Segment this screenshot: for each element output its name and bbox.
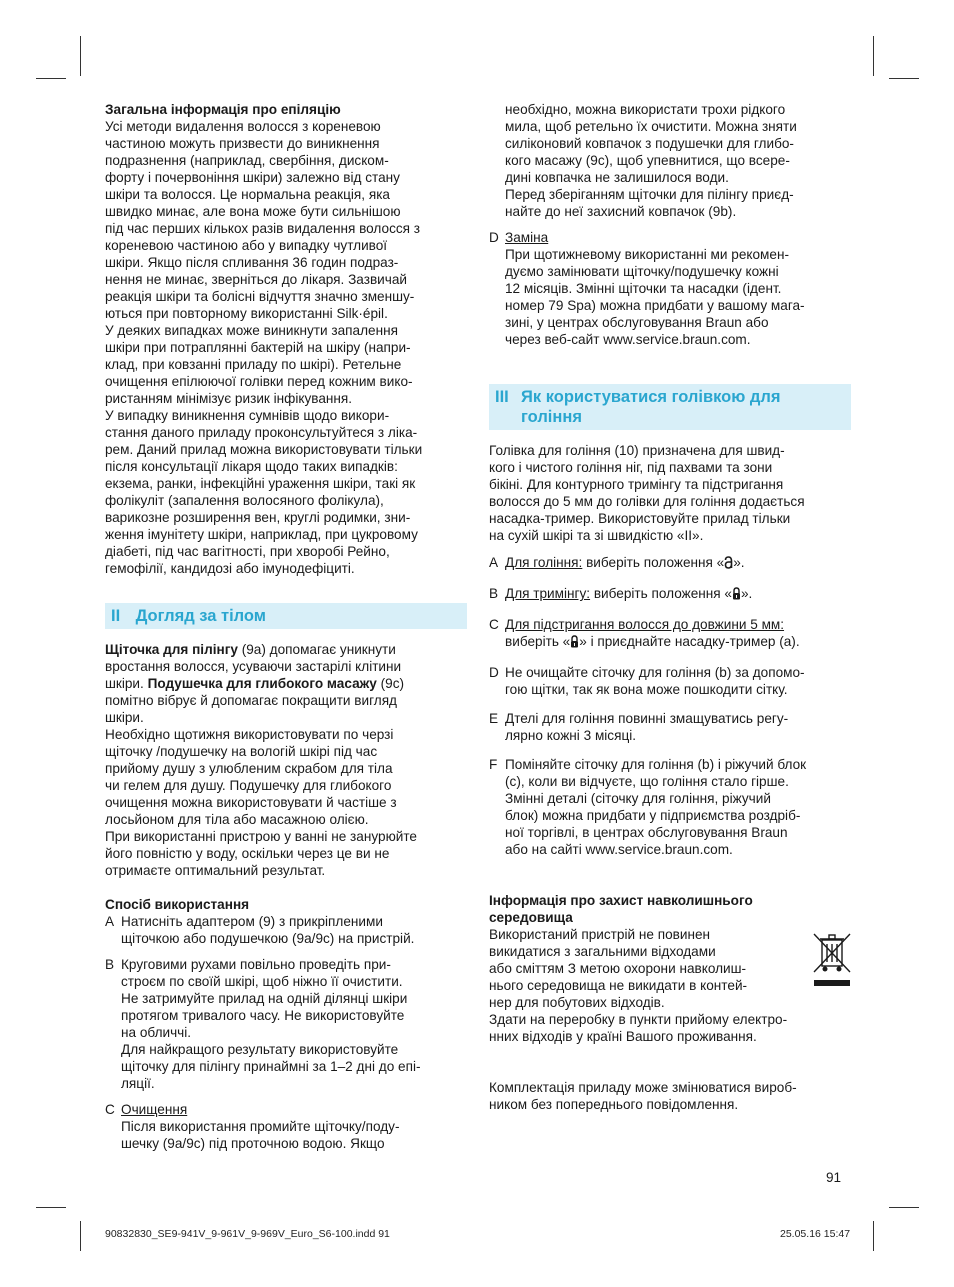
text-line: варикозне розширення вен, круглі родимки, зни- (105, 510, 411, 525)
bold-term: Щіточка для пілінгу (105, 642, 238, 657)
crop-mark (889, 78, 919, 79)
step-lines (505, 246, 851, 348)
text-line: При щотижневому використанні ми рекомен- (505, 247, 789, 262)
text-line: щіточкою або подушечкою (9a/9c) на пристрій. (121, 931, 415, 946)
page-number: 91 (826, 1170, 842, 1185)
step-text (105, 1101, 467, 1152)
step-title: Заміна (505, 230, 549, 245)
text-line: щіточку /подушечку на вологій шкірі під час (105, 744, 378, 759)
text-line: викидатися з загальними відходами (489, 944, 716, 959)
crop-mark (36, 78, 66, 79)
text-line: 12 місяців. Змінні щіточки та насадки (ідент. (505, 281, 782, 296)
step-letter: D (489, 665, 499, 680)
section-number: III (495, 388, 509, 406)
body-care-line (105, 675, 467, 692)
right-column (489, 101, 851, 1113)
text-line: найте до неї захисний ковпачок (9b). (505, 204, 737, 219)
left-column (105, 101, 467, 1152)
text-line: зині, у центрах обслуговування Braun або (505, 315, 769, 330)
text-line: Змінні деталі (сіточку для гоління, ріжучий (505, 791, 771, 806)
text-line: частиною можуть призвести до виникнення (105, 136, 380, 151)
text-line: шкіри та волосся. Це нормальна реакція, яка (105, 187, 390, 202)
text-line: стання даного приладу проконсультуйтеся з ліка- (105, 425, 418, 440)
text-line: діабеті, під час вагітності, при хворобі Рейно, (105, 544, 390, 559)
text-line: або сміттям З метою охорони навколиш- (489, 961, 747, 976)
text: виберіть « (505, 634, 571, 649)
environment-text (489, 926, 851, 1045)
text-line: на обличчі. (121, 1025, 192, 1040)
step-letter: C (489, 617, 499, 632)
text-line: рем. Даний прилад можна використовувати тільки (105, 442, 423, 457)
text-line: ристанням мінімізує ризик інфікування. (105, 391, 353, 406)
section-header-ii (105, 603, 467, 629)
text: виберіть положення « (590, 586, 732, 601)
text-line: під час перших кількох разів видалення волосся з (105, 221, 421, 236)
text-line: лосьйоном для тіла або масажною олією. (105, 812, 369, 827)
text-line: Усі методи видалення волосся з кореневою (105, 119, 381, 134)
text-line: Не затримуйте прилад на одній ділянці шкіри (121, 991, 408, 1006)
text-line: прийому душу з улюбленим скрабом для тіла (105, 761, 393, 776)
text-line: При використанні пристрою у ванні не занурюйте (105, 829, 417, 844)
text-line: ляції. (121, 1076, 155, 1091)
body-care-text (105, 692, 467, 879)
text-line: клад, при ковзанні приладу по шкірі). Ретельне (105, 357, 402, 372)
step-title: Для тримінгу: (505, 586, 591, 601)
text-line: волосся до 5 мм до голівки для гоління додається (489, 494, 805, 509)
text-line: нних відходів у країні Вашого проживання. (489, 1029, 757, 1044)
text-line: шкіри при потраплянні бактерій на шкіру (напри- (105, 340, 411, 355)
text-line: ної торгівлі, в центрах обслуговування Braun (505, 825, 788, 840)
body-care-line (105, 641, 467, 658)
cleaning-continued-text (489, 101, 851, 220)
text-line: Використаний пристрій не повинен (489, 927, 711, 942)
step-title: Для підстригання волосся до довжини 5 мм: (505, 617, 785, 632)
step-letter: A (489, 555, 499, 570)
body-care-line: вростання волосся, усуваючи застарілі клітини (105, 659, 402, 674)
text-line: чи гелем для душу. Подушечку для глибокого (105, 778, 392, 793)
shaving-intro-text (489, 442, 851, 544)
shaving-step-f (489, 756, 851, 858)
environment-title: Інформація про захист навколишнього (489, 893, 753, 908)
text-line: бікіні. Для контурного тримінгу та підстригання (489, 477, 784, 492)
crop-mark (36, 1207, 66, 1208)
crop-mark (80, 36, 81, 76)
text-line: гою щітки, так як вона може пошкодити сітку. (505, 682, 788, 697)
footer-timestamp: 25.05.16 15:47 (780, 1228, 851, 1240)
crop-mark (873, 1221, 874, 1251)
step-letter: B (489, 586, 499, 601)
text-line: фолікуліт (запалення волосяного фолікула), (105, 493, 384, 508)
trimmer-lock-icon (732, 587, 741, 604)
shaver-position-icon (724, 556, 733, 573)
text-line: Комплектація приладу може змінюватися вироб- (489, 1080, 797, 1095)
text-line: або на сайті www.service.braun.com. (505, 842, 733, 857)
step-text (489, 664, 851, 698)
step-text (489, 616, 851, 652)
text-line: кого і чистого гоління ніг, під пахвами та зони (489, 460, 773, 475)
text: (9c) (376, 676, 405, 691)
text-line: Необхідно щотижня використовувати по черзі (105, 727, 394, 742)
step-lines (121, 1118, 467, 1152)
text-line: швидко минає, але вона може бути сильнішою (105, 204, 401, 219)
section-title: Як користуватися голівкою для (521, 388, 781, 406)
step-text (489, 585, 851, 604)
bold-term: Подушечка для глибокого масажу (147, 676, 377, 691)
text: шкіри. (105, 676, 148, 691)
usage-step-c (105, 1101, 467, 1152)
step-title: Очищення (121, 1102, 188, 1117)
step-title: Для гоління: (505, 555, 583, 570)
shaving-step-b (489, 585, 851, 604)
text-line: шечку (9a/9c) під проточною водою. Якщо (121, 1136, 385, 1151)
text-line: ження імунітету шкіри, наприклад, при цукровому (105, 527, 418, 542)
text-line: кореневою частиною або у випадку чутливої (105, 238, 388, 253)
epilation-info-title: Загальна інформація про епіляцію (105, 102, 341, 117)
text-line: У деяких випадках може виникнути запалення (105, 323, 398, 338)
usage-step-a (105, 913, 467, 947)
step-letter: D (489, 230, 499, 245)
text-line: лярно кожні 3 місяці. (505, 728, 637, 743)
text-line: мила, щоб ретельно їх очистити. Можна зняти (505, 119, 797, 134)
text-line: через веб-сайт www.service.braun.com. (505, 332, 751, 347)
text-line: Голівка для гоління (10) призначена для швид- (489, 443, 785, 458)
step-text (489, 229, 851, 348)
text-line: блок) можна придбати у підприємства роздріб- (505, 808, 801, 823)
text-line: нення не минає, зверніться до лікаря. Зазвичай (105, 272, 408, 287)
text-line: форту і почервоніння шкіри) залежно від стану (105, 170, 400, 185)
text-line: необхідно, можна використати трохи рідкого (505, 102, 786, 117)
step-letter: E (489, 711, 499, 726)
text-line: Поміняйте сіточку для гоління (b) і ріжучий блок (505, 757, 807, 772)
text-line: помітно вібрує й допомагає покращити вигляд (105, 693, 397, 708)
text-line: строєм по своїй шкірі, щоб ніжно її очистити. (121, 974, 403, 989)
usage-title: Спосіб використання (105, 897, 250, 912)
text-line: ються при повторному використанні Silk·épil. (105, 306, 388, 321)
text-line: У випадку виникнення сумнівів щодо викори- (105, 408, 390, 423)
section-title-continued: гоління (521, 408, 582, 426)
text-line: очищення епілюючої голівки перед кожним вико- (105, 374, 413, 389)
usage-step-b (105, 956, 467, 1092)
text-line: гемофілії, кандидозі або імунодефіциті. (105, 561, 355, 576)
shaving-step-c (489, 616, 851, 652)
step-text (105, 956, 467, 1092)
text-line: насадка-тример. Використовуйте прилад тільки (489, 511, 791, 526)
shaving-step-d (489, 664, 851, 698)
environment-title-continued: середовища (489, 910, 573, 925)
text-line: номер 79 Spa) можна придбати у вашому мага- (505, 298, 805, 313)
step-letter: C (105, 1102, 115, 1117)
text-line: отримаєте оптимальний результат. (105, 863, 326, 878)
text-line: його повністю у воду, оскільки через це ви не (105, 846, 390, 861)
text-line: нього середовища не викидати в контей- (489, 978, 748, 993)
text: (9a) допомагає уникнути (237, 642, 396, 657)
text: ». (741, 586, 753, 601)
text-line: Здати на переробку в пункти прийому електро- (489, 1012, 788, 1027)
text-line: на сухій шкірі та зі швидкістю «II». (489, 528, 704, 543)
text: виберіть положення « (582, 555, 725, 570)
text-line: (c), коли ви відчуєте, що гоління стало гірше. (505, 774, 789, 789)
section-number: II (111, 607, 121, 625)
text-line: Для найкращого результату використовуйте (121, 1042, 399, 1057)
epilation-info-text (105, 118, 467, 577)
step-letter: A (105, 914, 115, 929)
text-line: Натисніть адаптером (9) з прикріпленими (121, 914, 383, 929)
replacement-step-d (489, 229, 851, 348)
step-text (489, 756, 851, 858)
footer-file-info: 90832830_SE9-941V_9-961V_9-969V_Euro_S6-100.indd 91 (105, 1228, 390, 1240)
shaving-step-a (489, 554, 851, 573)
trimmer-lock-icon (570, 635, 579, 652)
text-line: подразнення (наприклад, свербіння, диском- (105, 153, 389, 168)
step-letter: B (105, 957, 115, 972)
text-line: протягом тривалого часу. Не використовуйте (121, 1008, 405, 1023)
text-line: ником без попереднього повідомлення. (489, 1097, 739, 1112)
text-line: реакція шкіри та болісні відчуття значно зменшу- (105, 289, 415, 304)
text-line: Круговими рухами повільно проведіть при- (121, 957, 391, 972)
text: ». (733, 555, 745, 570)
step-text (489, 554, 851, 573)
step-text (489, 710, 851, 744)
text-line: шкіри. Якщо після спливання 36 годин подраз- (105, 255, 399, 270)
text-line: Після використання промийте щіточку/поду- (121, 1119, 400, 1134)
text-line: силіконовий ковпачок з подушечки для глибо- (505, 136, 794, 151)
text: » і приєднайте насадку-тример (a). (579, 634, 800, 649)
text-line: очищення можна використовувати й частіше з (105, 795, 397, 810)
section-title: Догляд за тілом (135, 607, 266, 625)
step-letter: F (489, 757, 498, 772)
section-header-iii (489, 384, 851, 430)
shaving-step-e (489, 710, 851, 744)
text-line: шкіри. (105, 710, 144, 725)
text-line: щіточку для пілінгу принаймні за 1–2 дні до епі- (121, 1059, 421, 1074)
crop-mark (889, 1207, 919, 1208)
text-line: дуємо замінювати щіточку/подушечку кожні (505, 264, 779, 279)
text-line: екзема, ранки, інфекційні ураження шкіри, такі як (105, 476, 416, 491)
step-text (105, 913, 467, 947)
text-line: після консультації лікаря щодо таких випадків: (105, 459, 398, 474)
text-line: нер для побутових відходів. (489, 995, 665, 1010)
crop-mark (80, 1221, 81, 1251)
text-line: дині ковпачка не залишилося води. (505, 170, 729, 185)
text-line: Не очищайте сіточку для гоління (b) за допомо- (505, 665, 805, 680)
crop-mark (873, 36, 874, 76)
text-line: кого масажу (9c), щоб упевнитися, що всере- (505, 153, 790, 168)
text-line: Дтелі для гоління повинні змащуватись регу- (505, 711, 789, 726)
equipment-note (489, 1079, 851, 1113)
crossed-bin-icon (810, 930, 854, 990)
text-line: Перед зберіганням щіточки для пілінгу приєд- (505, 187, 794, 202)
